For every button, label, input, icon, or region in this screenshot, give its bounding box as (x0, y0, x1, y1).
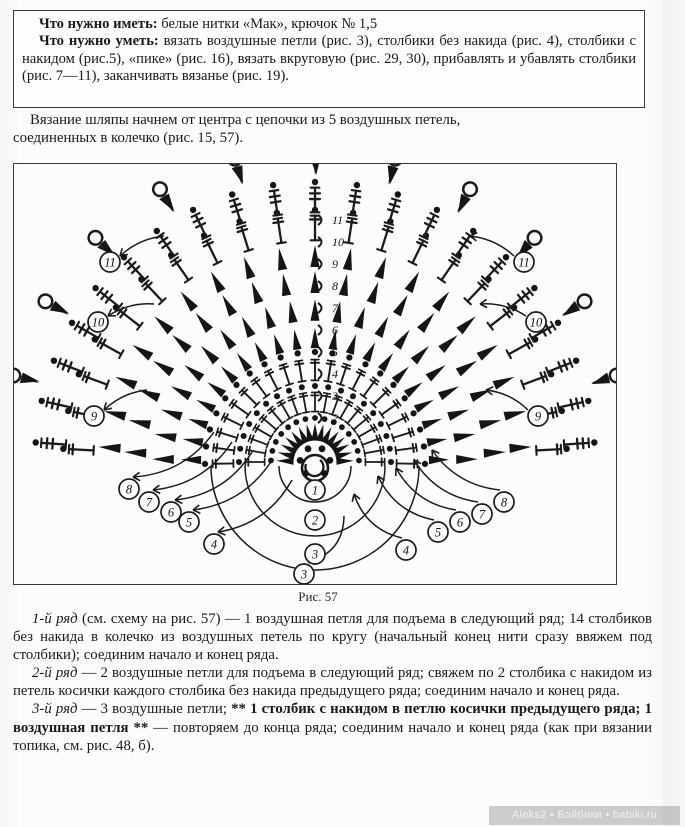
row-3-text-bold: ** 1 столбик с накидом в петлю косички предыдущего ряда; 1 воздушная петля ** (13, 701, 652, 736)
svg-text:11: 11 (104, 255, 116, 270)
site-watermark: Aleks2 • Бэйбики • babiki.ru (489, 806, 680, 825)
note-materials-heading: Что нужно иметь: (39, 16, 158, 32)
inner-row-number-10: 10 (332, 235, 344, 249)
row-number-1 (305, 480, 325, 500)
svg-text:4: 4 (402, 543, 410, 558)
svg-text:5: 5 (185, 515, 193, 530)
svg-text:9: 9 (534, 409, 542, 424)
svg-text:4: 4 (210, 537, 218, 552)
row-3-instruction (13, 700, 652, 754)
svg-text:2: 2 (311, 513, 319, 528)
inner-row-number-4: 4 (332, 367, 338, 381)
row-2-label: 2-й ряд (32, 665, 78, 682)
row-number-5 (428, 522, 448, 542)
inner-row-number-9: 9 (332, 257, 338, 271)
inner-row-number-2: 2 (332, 411, 338, 425)
row-1-instruction (13, 610, 652, 664)
intro-line-1: Вязание шляпы начнем от центра с цепочки из 5 воздушных петель, (30, 112, 461, 128)
row-number-7 (472, 504, 492, 524)
row-number-9 (84, 406, 104, 426)
row-number-5 (179, 512, 199, 532)
note-skills-heading: Что нужно уметь: (39, 33, 159, 50)
svg-text:11: 11 (518, 255, 530, 270)
row-instructions (13, 610, 652, 755)
row-3-text-post: — повторяем до конца ряда; соединим начало и конец ряда (как при вязании топика, см. рис. 48, б). (13, 719, 652, 754)
svg-text:6: 6 (167, 505, 175, 520)
note-materials-text: белые нитки «Мак», крючок № 1,5 (157, 16, 378, 32)
note-line-materials (22, 16, 636, 33)
requirements-note-box (13, 10, 645, 108)
svg-text:8: 8 (125, 482, 133, 497)
row-1-text: (см. схему на рис. 57) — 1 воздушная петля для подъема в следующий ряд; 14 столбиков без накида в колечко из воздушных петель по кругу (начальный конец нити сразу ввяжем под столбики); соединим начало и конец ряда. (13, 611, 652, 664)
row-1-label: 1-й ряд (32, 611, 78, 627)
row-number-2 (305, 510, 325, 530)
row-2-instruction (13, 664, 652, 700)
row-number-10 (526, 312, 546, 332)
row-number-7 (139, 492, 159, 512)
inner-row-number-8: 8 (332, 279, 338, 293)
svg-text:1: 1 (311, 483, 319, 498)
svg-text:10: 10 (91, 315, 105, 330)
svg-text:3: 3 (300, 567, 308, 582)
row-number-11 (514, 252, 534, 272)
row-number-3 (305, 544, 325, 564)
svg-text:7: 7 (478, 507, 486, 522)
crochet-chart-figure (13, 163, 617, 585)
inner-row-number-7: 7 (332, 301, 338, 315)
row-number-3 (294, 564, 314, 584)
svg-text:9: 9 (90, 409, 98, 424)
inner-row-number-11: 11 (332, 213, 344, 227)
intro-line-2: соединенных в колечко (рис. 15, 57). (13, 129, 244, 146)
svg-text:3: 3 (311, 547, 319, 562)
row-number-4 (396, 540, 416, 560)
svg-text:8: 8 (500, 495, 508, 510)
note-skills-text: вязать воздушные петли (рис. 3), столбики без накида (рис. 4), столбики с накидом (рис.5), «пике» (рис. 16), вязать вкруговую (рис. 29, 30), прибавлять и убавлять столбики (рис. 7—11), заканчивать вязанье (рис. 19). (22, 33, 636, 84)
row-number-8 (119, 479, 139, 499)
svg-text:10: 10 (529, 315, 543, 330)
inner-row-number-6: 6 (332, 323, 338, 337)
row-2-text: — 2 воздушные петли для подъема в следующий ряд; свяжем по 2 столбика с накидом из петель косички каждого столбика без накида предыдущего ряда; соединим начало и конец ряда. (13, 665, 652, 700)
inner-row-number-5: 5 (332, 345, 338, 359)
svg-text:7: 7 (145, 495, 153, 510)
svg-text:5: 5 (434, 525, 442, 540)
row-number-4 (204, 534, 224, 554)
intro-paragraph (13, 112, 649, 147)
row-number-10 (88, 312, 108, 332)
crochet-chart-svg (14, 164, 616, 584)
row-number-9 (528, 406, 548, 426)
page-edge-shadow (663, 0, 685, 827)
row-3-text-pre: — 3 воздушные петли; (77, 701, 232, 718)
row-number-11 (100, 252, 120, 272)
row-number-6 (161, 502, 181, 522)
row-number-8 (494, 492, 514, 512)
row-3-label: 3-й ряд (32, 701, 78, 718)
note-line-skills (22, 33, 636, 85)
figure-caption: Рис. 57 (298, 589, 338, 604)
row-number-6 (450, 512, 470, 532)
inner-row-number-3: 3 (332, 389, 338, 403)
svg-text:6: 6 (456, 515, 464, 530)
